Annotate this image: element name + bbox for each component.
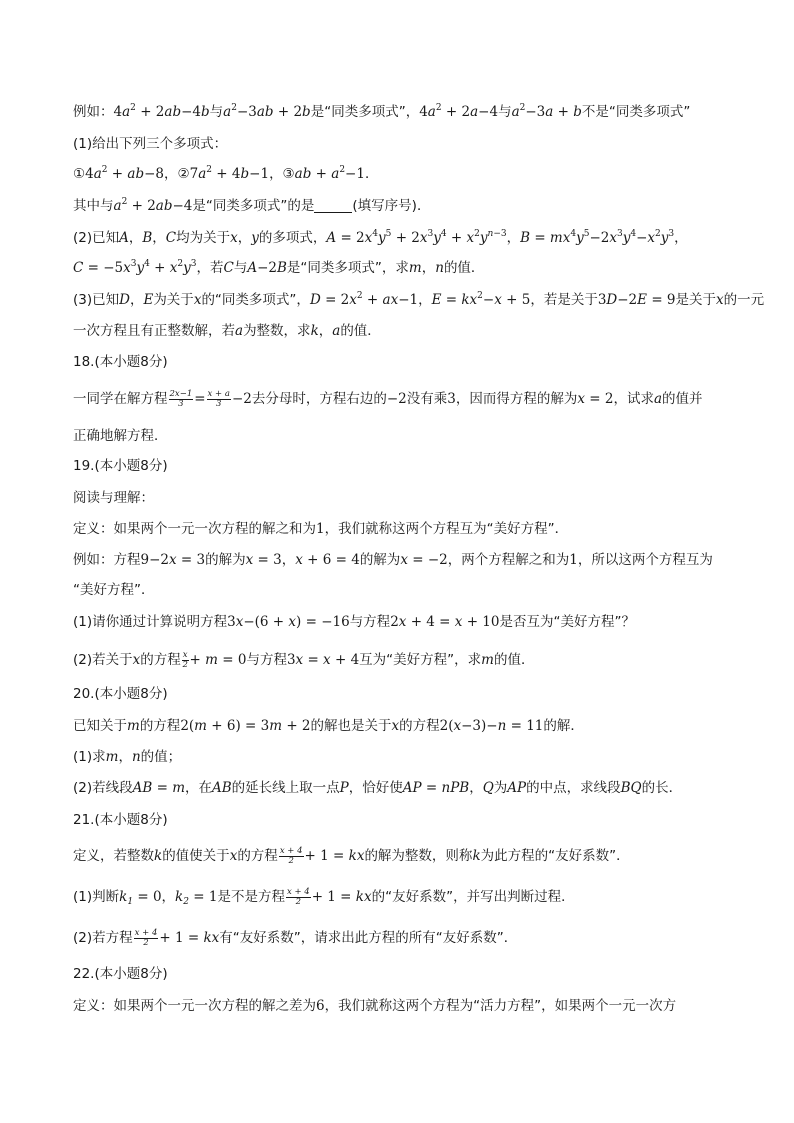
- text-line-polynomials: $①4a^2 + ab-8$，$②7a^2 + 4b-1$，③ab + $a^2-1$．: [73, 165, 379, 182]
- text-line-fill-blank: 其中与$a^2 + 2ab-4$是“同类多项式”的是 (填写序号)．: [73, 197, 431, 214]
- question-20-header: 20.(本小题8分): [73, 686, 168, 702]
- text-line-q21-part1: (1)判断$k_1 = 0$，$k_2 = 1$是不是方程 $\frac{x + 4}{2}$ + 1 = kx的“友好系数”，并写出判断过程．: [73, 886, 575, 907]
- text-line-part2: (2)已知A，B，C均为关于x，y的多项式，$A = 2x^4y^5 + 2x^3y^4 + x^2y^{n-3}$，$B = mx^4y^5-2x^3y^4-x^2y^3$，: [73, 229, 688, 246]
- question-21-header: 21.(本小题8分): [73, 812, 168, 828]
- text-line-q20: 已知关于m的方程2(m + 6) = 3m + 2的解也是关于x的方程2(x−3)−n = 11的解．: [73, 718, 584, 734]
- text-line-q19-part2: (2)若关于x的方程 $\frac{x}{2}$ + m = 0与方程3x = x + 4互为“美好方程”，求m的值．: [73, 649, 535, 670]
- text-line-example: 例如：$4a^2 + 2ab-4b$与$a^2-3ab + 2b$是“同类多项式”，$4a^2 + 2a-4$与$a^2-3a + b$不是“同类多项式”: [73, 103, 691, 120]
- text-line-q20-part2: (2)若线段AB = m，在AB的延长线上取一点P，恰好使AP = nPB，Q为AP的中点，求线段BQ的长．: [73, 780, 683, 796]
- text-line-q19-part1: (1)请你通过计算说明方程3x−(6 + x) = −16与方程2x + 4 = x + 10是否互为“美好方程”？: [73, 614, 635, 630]
- text-line-part1: (1)给出下列三个多项式：: [73, 136, 228, 152]
- text-line-q19-example-cont: “美好方程”．: [73, 582, 155, 598]
- answer-blank: [314, 198, 352, 213]
- text-line-q21-definition: 定义，若整数k的值使关于x的方程 $\frac{x + 4}{2}$ + 1 = kx的解为整数，则称k为此方程的“友好系数”．: [73, 845, 630, 866]
- text-line-q22-definition: 定义：如果两个一元一次方程的解之差为6，我们就称这两个方程为“活力方程”，如果两个一元一次方: [73, 998, 677, 1014]
- question-18-header: 18.(本小题8分): [73, 354, 168, 370]
- text-line-q20-part1: (1)求m，n的值；: [73, 749, 182, 765]
- text-line-q18-cont: 正确地解方程．: [73, 428, 168, 444]
- text-line-q19-title: 阅读与理解：: [73, 490, 154, 506]
- text-line-q21-part2: (2)若方程 $\frac{x + 4}{2}$ + 1 = kx有“友好系数”，请求出此方程的所有“友好系数”．: [73, 927, 518, 948]
- text-line-part2-cont: $C = -5x^3y^4 + x^2y^3$，若C与A−2B是“同类多项式”，求m，n的值．: [73, 259, 485, 276]
- text-line-part3: (3)已知D，E为关于x的“同类多项式”，$D = 2x^2 + ax-1$，$E = kx^2-x + 5$，若是关于3D−2E = 9是关于x的一元: [73, 291, 765, 308]
- text-line-q18: 一同学在解方程 $\frac{2x-1}{3}$ = $\frac{x + a}{3}$ −2去分母时，方程右边的−2没有乘3，因而得方程的解为x = 2，试求a的值并: [73, 388, 703, 409]
- question-22-header: 22.(本小题8分): [73, 966, 168, 982]
- text-line-q19-definition: 定义：如果两个一元一次方程的解之和为1，我们就称这两个方程互为“美好方程”．: [73, 521, 569, 537]
- question-19-header: 19.(本小题8分): [73, 458, 168, 474]
- text-line-part3-cont: 一次方程且有正整数解，若a为整数，求k，a的值．: [73, 323, 381, 339]
- text-line-q19-example: 例如：方程9−2x = 3的解为x = 3，x + 6 = 4的解为x = −2，两个方程解之和为1，所以这两个方程互为: [73, 552, 713, 568]
